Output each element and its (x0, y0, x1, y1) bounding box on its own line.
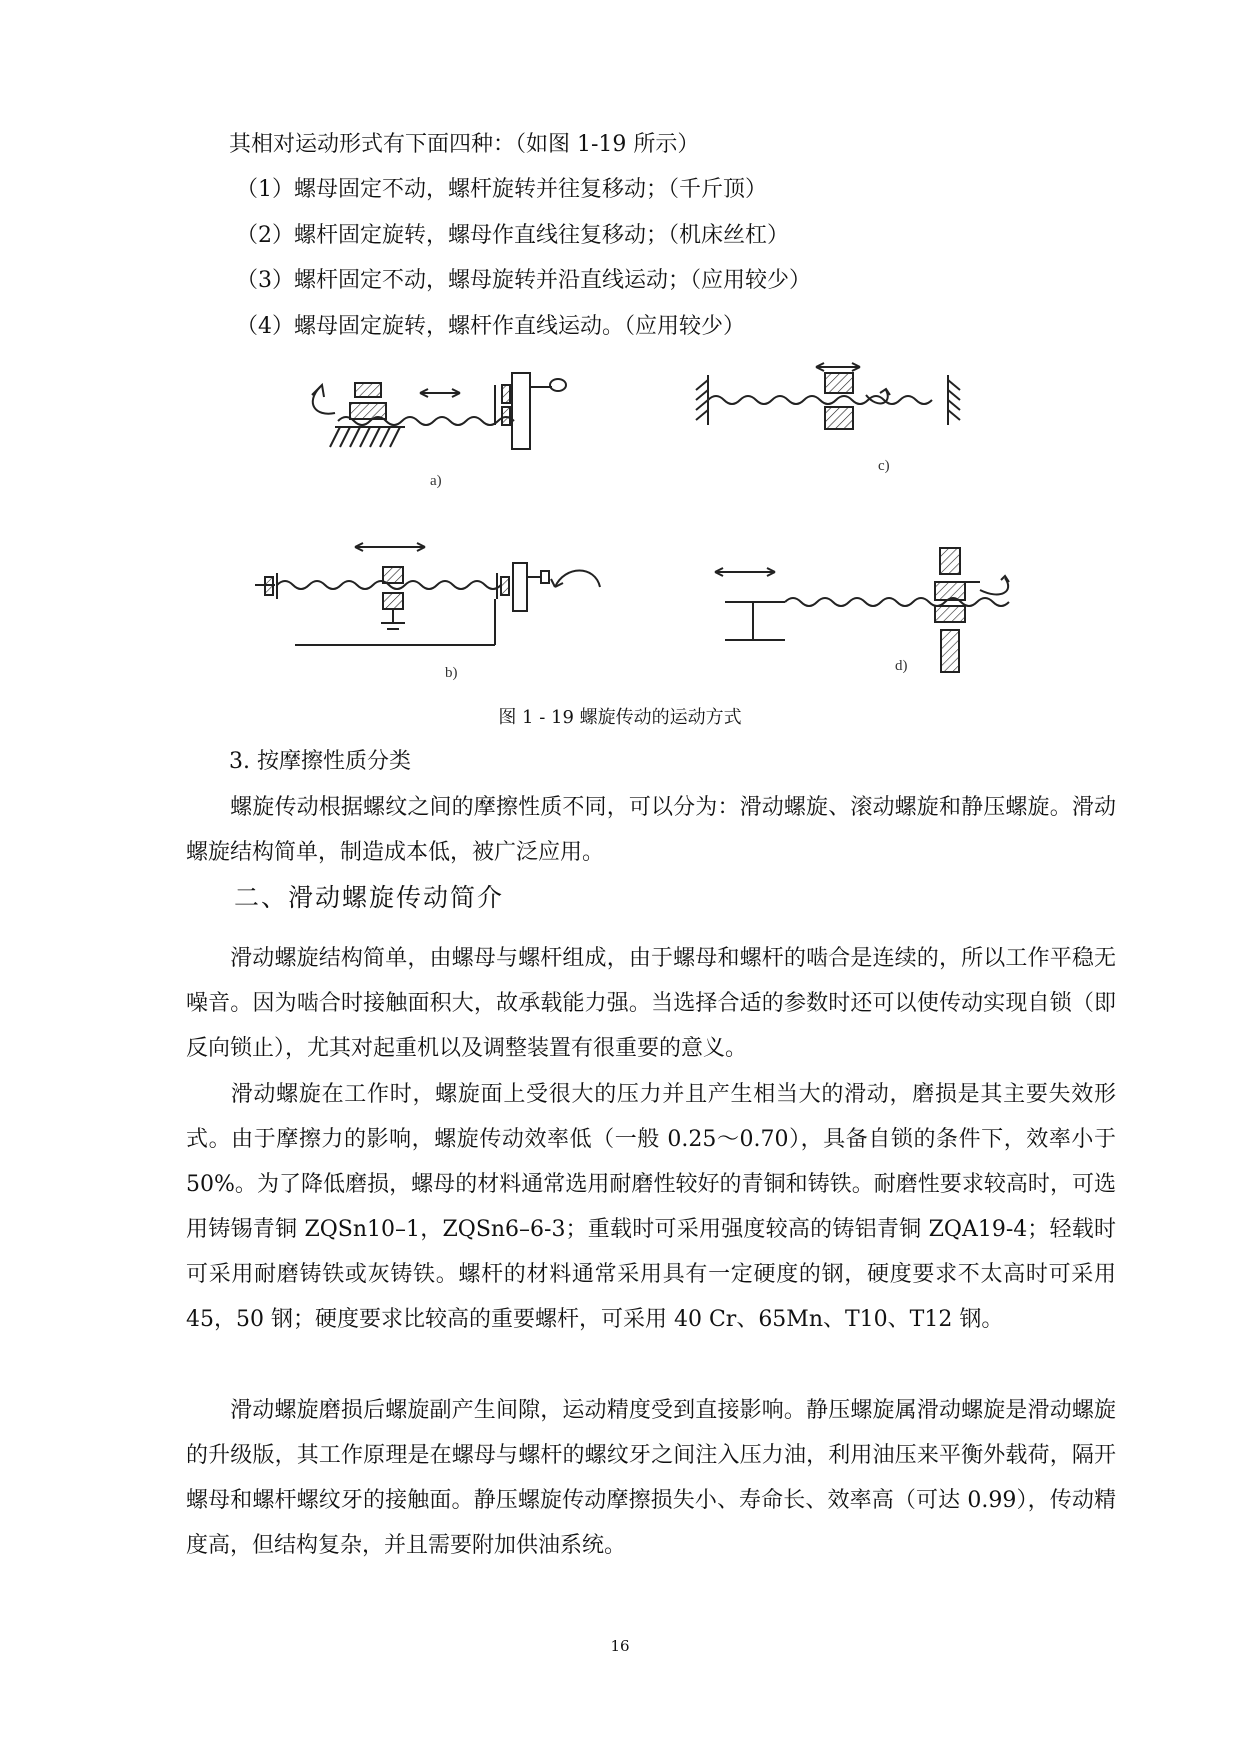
figure-caption: 图 1 - 19 螺旋传动的运动方式 (498, 707, 742, 728)
list-item: （2）螺杆固定旋转，螺母作直线往复移动；（机床丝杠） (236, 223, 789, 248)
diagram-c (688, 355, 988, 485)
list-item: （4）螺母固定旋转，螺杆作直线运动。（应用较少） (236, 314, 745, 339)
paragraph-text: 滑动螺旋磨损后螺旋副产生间隙，运动精度受到直接影响。静压螺旋属滑动螺旋是滑动螺旋的升级版，其工作原理是在螺母与螺杆的螺纹牙之间注入压力油，利用油压来平衡外载荷，隔开螺母和螺杆螺纹牙的接触面。静压螺旋传动摩擦损失小、寿命长、效率高（可达 0.99），传动精度高，但结构复杂，并且需要附加供油系统。 (186, 1398, 1116, 1558)
diagram-c-label: c) (878, 458, 890, 474)
list-item: （3）螺杆固定不动，螺母旋转并沿直线运动；（应用较少） (236, 268, 811, 293)
paragraph-text: 滑动螺旋在工作时，螺旋面上受很大的压力并且产生相当大的滑动，磨损是其主要失效形式。由于摩擦力的影响，螺旋传动效率低（一般 0.25～0.70），具备自锁的条件下，效率小于 50%。为了降低磨损，螺母的材料通常选用耐磨性较好的青铜和铸铁。耐磨性要求较高时，可选用铸锡青铜 ZQSn10–1，ZQSn6–6-3；重载时可采用强度较高的铸铝青铜 ZQA19-4；轻载时可采用耐磨铸铁或灰铸铁。螺杆的材料通常采用具有一定硬度的钢，硬度要求不太高时可采用 45，50 钢；硬度要求比较高的重要螺杆，可采用 40 Cr、65Mn、T10、T12 钢。 (186, 1082, 1116, 1332)
diagram-d (705, 520, 1045, 685)
diagram-a (290, 355, 600, 495)
paragraph (186, 936, 1116, 1071)
intro-line: 其相对运动形式有下面四种：（如图 1-19 所示） (229, 132, 700, 157)
page-number: 16 (610, 1637, 630, 1655)
diagram-a-label: a) (430, 473, 442, 489)
paragraph-text: 滑动螺旋结构简单，由螺母与螺杆组成，由于螺母和螺杆的啮合是连续的，所以工作平稳无噪音。因为啮合时接触面积大，故承载能力强。当选择合适的参数时还可以使传动实现自锁（即反向锁止），尤其对起重机以及调整装置有很重要的意义。 (186, 946, 1116, 1061)
paragraph-text: 螺旋传动根据螺纹之间的摩擦性质不同，可以分为：滑动螺旋、滚动螺旋和静压螺旋。滑动螺旋结构简单，制造成本低，被广泛应用。 (186, 795, 1116, 865)
paragraph (186, 785, 1116, 875)
section-heading: 二、滑动螺旋传动简介 (234, 883, 505, 912)
paragraph (186, 1072, 1116, 1342)
diagram-b-label: b) (445, 665, 458, 681)
diagram-b (255, 535, 615, 685)
paragraph (186, 1388, 1116, 1568)
diagram-d-label: d) (895, 658, 908, 674)
list-item: （1）螺母固定不动，螺杆旋转并往复移动；（千斤顶） (236, 177, 767, 202)
section-title: 3. 按摩擦性质分类 (229, 749, 411, 774)
